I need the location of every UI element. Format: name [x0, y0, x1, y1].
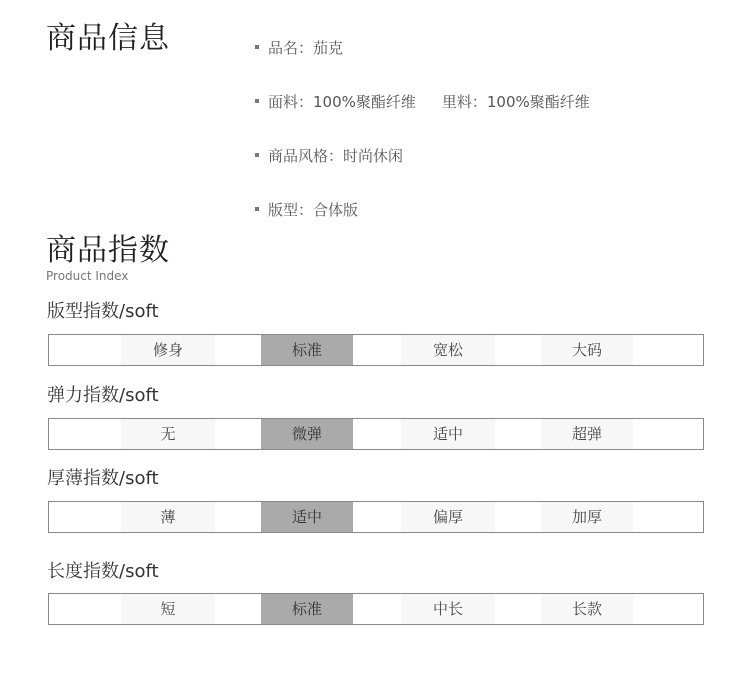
- index-bar-length: [48, 593, 704, 625]
- bullet-icon: [255, 99, 259, 103]
- index-row-label: 版型指数/soft: [47, 301, 159, 322]
- index-option: 修身: [121, 335, 215, 365]
- index-bar-elasticity: [48, 418, 704, 450]
- index-option: 适中: [401, 419, 495, 449]
- index-option-selected: 标准: [261, 335, 353, 365]
- index-option: 偏厚: [401, 502, 495, 532]
- index-row-label: 弹力指数/soft: [47, 385, 159, 406]
- index-option: 短: [121, 594, 215, 624]
- index-option: 薄: [121, 502, 215, 532]
- info-item-fit: 版型：合体版: [255, 200, 358, 220]
- index-option: 无: [121, 419, 215, 449]
- bullet-icon: [255, 45, 259, 49]
- product-index-subtitle: Product Index: [46, 269, 129, 283]
- index-option: 大码: [541, 335, 633, 365]
- info-item-style: 商品风格：时尚休闲: [255, 146, 403, 166]
- bullet-icon: [255, 207, 259, 211]
- index-bar-fit: [48, 334, 704, 366]
- info-item-name: 品名：茄克: [255, 38, 343, 58]
- index-option-selected: 适中: [261, 502, 353, 532]
- index-option: 宽松: [401, 335, 495, 365]
- index-row-label: 长度指数/soft: [47, 561, 159, 582]
- bullet-icon: [255, 153, 259, 157]
- index-option-selected: 微弹: [261, 419, 353, 449]
- index-option: 长款: [541, 594, 633, 624]
- product-info-title: 商品信息: [46, 21, 170, 56]
- index-option: 超弹: [541, 419, 633, 449]
- index-option-selected: 标准: [261, 594, 353, 624]
- product-index-title: 商品指数: [46, 233, 170, 268]
- index-option: 中长: [401, 594, 495, 624]
- index-bar-thickness: [48, 501, 704, 533]
- index-option: 加厚: [541, 502, 633, 532]
- info-item-fabric: 面料：100%聚酯纤维 里料：100%聚酯纤维: [255, 92, 590, 112]
- index-row-label: 厚薄指数/soft: [47, 468, 159, 489]
